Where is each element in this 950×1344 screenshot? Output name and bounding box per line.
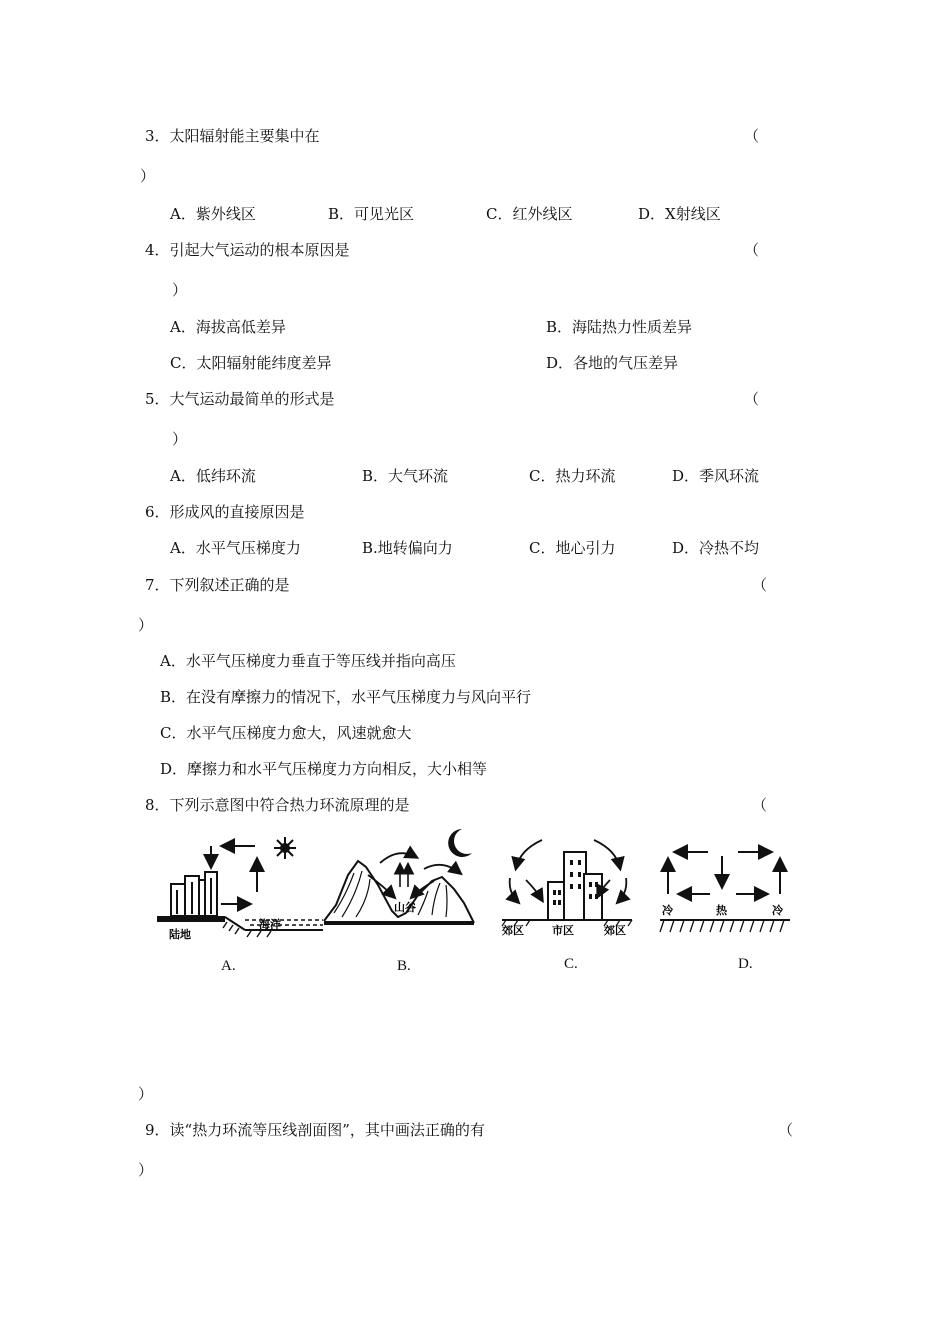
label-sea: 海洋 <box>259 918 281 931</box>
q7-stem: 7．下列叙述正确的是 <box>145 576 290 594</box>
q5-option-d: D．季风环流 <box>672 467 760 485</box>
figure-c-urban-heat-island <box>498 830 638 940</box>
q6-option-a: A．水平气压梯度力 <box>170 539 301 557</box>
figure-d-caption: D. <box>738 956 753 972</box>
sun-icon <box>274 837 296 859</box>
q5-stem: 5．大气运动最简单的形式是 <box>145 390 335 408</box>
sea-waves <box>245 920 323 925</box>
q6-option-c: C．地心引力 <box>529 539 616 557</box>
q7-answer-close: ） <box>138 616 154 634</box>
label-valley: 山谷 <box>394 901 416 914</box>
q4-answer-open: （ <box>744 241 760 259</box>
q4-option-d: D．各地的气压差异 <box>546 354 679 372</box>
figure-b-caption: B. <box>397 958 411 974</box>
q7-option-c: C．水平气压梯度力愈大，风速就愈大 <box>160 724 412 742</box>
q7-option-a: A．水平气压梯度力垂直于等压线并指向高压 <box>160 652 456 670</box>
figure-d-thermal-circulation <box>658 842 792 942</box>
q3-option-c: C．红外线区 <box>486 205 573 223</box>
label-suburb-right: 郊区 <box>604 924 626 937</box>
q3-option-b: B．可见光区 <box>328 205 415 223</box>
q3-option-d: D．X射线区 <box>638 205 721 223</box>
q7-answer-open: （ <box>752 576 768 594</box>
figure-c-caption: C. <box>564 956 578 972</box>
q6-stem: 6．形成风的直接原因是 <box>145 503 305 521</box>
label-cold-left: 冷 <box>662 904 673 917</box>
city-buildings-icon <box>548 852 602 920</box>
q8-stem: 8．下列示意图中符合热力环流原理的是 <box>145 796 410 814</box>
q4-option-b: B．海陆热力性质差异 <box>546 318 693 336</box>
ground-hatch <box>660 920 784 932</box>
q5-answer-close: ） <box>172 430 188 448</box>
q3-stem: 3．太阳辐射能主要集中在 <box>145 127 320 145</box>
figure-a-land-sea-breeze <box>155 832 325 944</box>
q9-answer-close: ） <box>138 1161 154 1179</box>
q6-option-b: B.地转偏向力 <box>362 539 453 557</box>
q7-option-d: D．摩擦力和水平气压梯度力方向相反，大小相等 <box>160 760 488 778</box>
q9-answer-open: （ <box>778 1121 794 1139</box>
q5-option-a: A．低纬环流 <box>170 467 256 485</box>
figure-b-valley-wind <box>322 825 482 940</box>
q5-answer-open: （ <box>744 390 760 408</box>
label-hot: 热 <box>716 904 727 917</box>
q4-option-a: A．海拔高低差异 <box>170 318 286 336</box>
buildings-icon <box>171 872 217 916</box>
q3-answer-close: ） <box>140 167 156 185</box>
q9-stem: 9．读“热力环流等压线剖面图”，其中画法正确的有 <box>145 1121 485 1139</box>
q8-answer-open: （ <box>752 796 768 814</box>
moon-icon <box>448 829 472 857</box>
q4-stem: 4．引起大气运动的根本原因是 <box>145 241 350 259</box>
figure-a-caption: A. <box>221 958 236 974</box>
q3-option-a: A．紫外线区 <box>170 205 256 223</box>
q3-answer-open: （ <box>744 127 760 145</box>
q4-option-c: C．太阳辐射能纬度差异 <box>170 354 332 372</box>
label-city: 市区 <box>552 924 574 937</box>
q5-option-c: C．热力环流 <box>529 467 616 485</box>
q5-option-b: B．大气环流 <box>362 467 449 485</box>
q4-answer-close: ） <box>172 281 188 299</box>
label-land: 陆地 <box>169 928 191 941</box>
q7-option-b: B．在没有摩擦力的情况下，水平气压梯度力与风向平行 <box>160 688 532 706</box>
q6-option-d: D．冷热不均 <box>672 539 760 557</box>
label-cold-right: 冷 <box>772 904 783 917</box>
q8-answer-close: ） <box>138 1085 154 1103</box>
label-suburb-left: 郊区 <box>502 924 524 937</box>
